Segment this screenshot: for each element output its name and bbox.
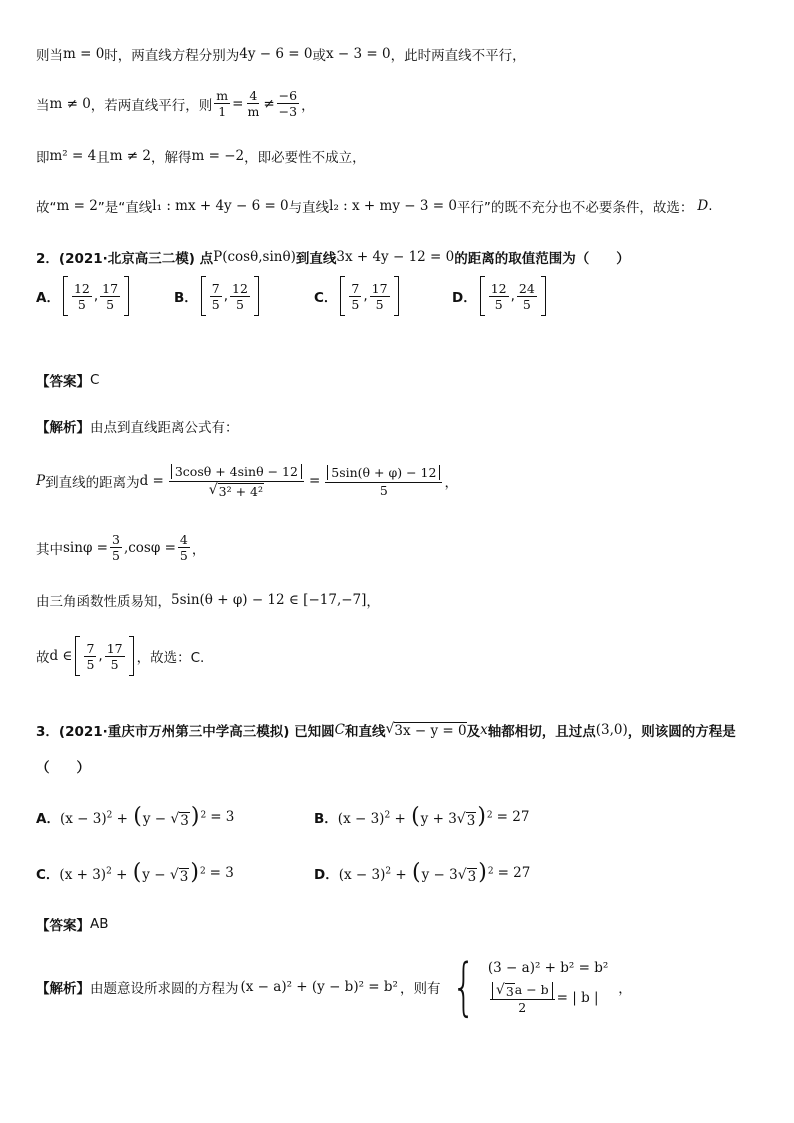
text: ，则有 — [399, 981, 441, 997]
math-cond: m ≠ 2 — [109, 148, 151, 164]
q3-answer — [36, 914, 109, 934]
numerator: 17 — [102, 280, 119, 296]
line-expr: 3x − y = 0 — [394, 722, 467, 739]
option-b[interactable] — [314, 804, 529, 829]
text: ， — [191, 541, 206, 558]
denominator: 5 — [351, 296, 360, 312]
denominator: m — [247, 104, 260, 119]
fraction — [72, 281, 92, 312]
numerator: 7 — [211, 280, 220, 296]
fraction — [84, 641, 96, 672]
denominator: 5 — [379, 483, 388, 498]
text: ， — [444, 474, 458, 491]
fraction — [370, 281, 390, 312]
brace: { — [452, 950, 477, 1023]
interval: $\frac{7}{5}$ , $\frac{17}{5}$ — [75, 636, 133, 676]
denominator: 5 — [110, 656, 119, 672]
math-cos: ,cosφ = — [123, 539, 176, 556]
option-letter: D． — [314, 866, 339, 883]
option-expr: $(x - 3)^2 + (y - 3$ √ 3 )$^2$ — [338, 860, 494, 885]
equation-system — [444, 950, 609, 1023]
solution-line-3 — [36, 146, 366, 166]
fraction — [489, 281, 509, 312]
denominator: 2 — [518, 999, 527, 1015]
option-c[interactable] — [314, 276, 402, 316]
text: ，即必要性不成立， — [244, 150, 366, 166]
fraction — [100, 281, 120, 312]
numerator: 12 — [232, 280, 248, 296]
math-p: P — [36, 472, 46, 489]
denominator: 5 — [77, 296, 86, 312]
fraction — [210, 281, 222, 312]
option-d[interactable] — [452, 276, 549, 316]
text: 由三角函数性质易知， — [36, 594, 171, 610]
interval: $\frac{7}{5}$ , $\frac{17}{5}$ — [340, 276, 398, 316]
text: 的距离的取值范围为（ ） — [454, 251, 630, 267]
rhs: = | b | — [556, 990, 599, 1006]
text: 或 — [312, 48, 326, 64]
fraction — [517, 281, 537, 312]
system-eq-2 — [488, 982, 608, 1015]
question-3-stem — [36, 720, 736, 740]
numerator: 4 — [249, 88, 258, 103]
numerator: m — [216, 88, 229, 103]
question-2-stem — [36, 247, 630, 267]
math-c: C — [334, 722, 345, 738]
answer-letter: D — [697, 198, 709, 214]
question-label: 2．(2021·北京高三二模) 点 — [36, 251, 214, 267]
option-b[interactable] — [174, 276, 262, 316]
math-cond: m = 2 — [56, 198, 98, 214]
text: 且 — [96, 150, 110, 166]
numerator: 7 — [86, 640, 95, 656]
text: 轴都相切，且过点 — [487, 724, 596, 740]
answer-label: 【答案】 — [36, 918, 90, 934]
sqrt: √ 3² + 4² — [208, 482, 264, 499]
text: 故 — [36, 650, 50, 666]
denominator: 5 — [375, 296, 384, 312]
math-line: √ 3x − y = 0 — [385, 720, 467, 739]
q2-range — [36, 590, 380, 610]
numerator: 4 — [179, 532, 188, 547]
fraction — [277, 88, 299, 119]
fraction — [349, 281, 361, 312]
fraction — [105, 641, 125, 672]
option-a[interactable] — [36, 804, 234, 829]
denominator: −3 — [278, 104, 298, 119]
fraction — [490, 982, 555, 1015]
math-eq-sign: = — [308, 472, 321, 489]
answer-label: 【答案】 — [36, 374, 90, 390]
option-expr: $(x + 3)^2 + (y$ − √ 3 )$^2$ — [59, 860, 206, 885]
text: ，若两直线平行，则 — [90, 97, 213, 114]
text: 平行”的既不充分也不必要条件，故选： — [456, 200, 694, 216]
option-letter: B． — [314, 810, 338, 827]
text: . — [708, 198, 713, 214]
math-d: d = — [139, 472, 164, 489]
abs-expr: 5sin(θ + φ) − 12 — [327, 465, 440, 480]
math-point: (3,0) — [595, 722, 628, 738]
numerator — [325, 463, 442, 483]
analysis-text: 由点到直线距离公式有： — [90, 420, 239, 436]
text: 及 — [466, 724, 481, 740]
interval: $\frac{7}{5}$ , $\frac{12}{5}$ — [201, 276, 259, 316]
math-line-l1: l₁ : mx + 4y − 6 = 0 — [152, 198, 289, 214]
text: 和直线 — [344, 724, 386, 740]
text: 当 — [36, 97, 50, 114]
fraction — [110, 532, 122, 563]
q2-phi-def — [36, 532, 205, 563]
option-letter: B． — [174, 290, 198, 306]
question-label: 3．(2021·重庆市万州第三中学高三模拟) 已知圆 — [36, 724, 335, 740]
fraction — [178, 532, 190, 563]
math-d-in: d ∈ — [49, 648, 73, 664]
interval: $\frac{12}{5}$ , $\frac{17}{5}$ — [63, 276, 129, 316]
option-expr: $(x - 3)^2 + (y + 3$ √ 3 )$^2$ — [337, 804, 493, 829]
denominator: 5 — [494, 296, 503, 312]
text: ”是“直线 — [97, 200, 153, 216]
numerator: 17 — [371, 280, 388, 296]
numerator — [169, 462, 304, 482]
option-letter: C． — [36, 866, 60, 883]
denominator: 5 — [236, 296, 244, 312]
math-range: 5sin(θ + φ) − 12 ∈ [−17,−7] — [171, 592, 367, 608]
text: ， — [618, 981, 632, 997]
answer-value: AB — [90, 916, 109, 932]
math-eq: m² = 4 — [49, 148, 97, 164]
text: 到直线 — [295, 251, 337, 267]
system-eq-1: (3 − a)² + b² = b² — [487, 959, 609, 976]
q2-conclusion — [36, 636, 204, 676]
fraction — [214, 88, 230, 119]
fraction — [169, 462, 304, 499]
denominator: 5 — [106, 296, 115, 312]
answer-value: C — [90, 372, 100, 388]
text: ，则该圆的方程是 — [627, 724, 736, 740]
solution-line-4 — [36, 196, 713, 216]
fraction — [230, 281, 250, 312]
math-line: 3x + 4y − 12 = 0 — [336, 249, 455, 265]
denominator — [207, 482, 266, 499]
numerator: 3 — [112, 532, 120, 547]
text: ， — [301, 97, 315, 114]
numerator: 12 — [73, 280, 90, 296]
q3-analysis — [36, 950, 632, 1023]
math-x: x — [480, 722, 488, 738]
denominator: 5 — [112, 548, 120, 563]
denominator: 5 — [179, 548, 188, 563]
rhs: = 27 — [497, 864, 531, 881]
interval: $\frac{12}{5}$ , $\frac{24}{5}$ — [480, 276, 546, 316]
math-line-l2: l₂ : x + my − 3 = 0 — [329, 198, 457, 214]
rhs: = 27 — [496, 808, 530, 825]
analysis-text: 由题意设所求圆的方程为 — [90, 981, 239, 997]
answer-paren: （ ） — [36, 760, 90, 776]
analysis-label: 【解析】 — [36, 981, 90, 997]
math-cond: m ≠ 0 — [49, 95, 91, 112]
denominator: 1 — [218, 104, 227, 119]
math-neq-sign: ≠ — [263, 95, 275, 112]
numerator: −6 — [278, 88, 298, 103]
math-m-zero: m = 0 — [63, 46, 105, 62]
math-eq-sign: = — [232, 95, 244, 112]
q2-distance-formula — [36, 462, 458, 499]
q2-answer — [36, 370, 99, 390]
math-circle-eq: (x − a)² + (y − b)² = b² — [240, 979, 398, 995]
text: 故“ — [36, 200, 57, 216]
rhs: = 3 — [210, 808, 235, 825]
numerator: 24 — [518, 280, 535, 296]
rhs: = 3 — [209, 864, 234, 881]
math-result: m = −2 — [191, 148, 245, 164]
math-sin: sinφ = — [63, 539, 108, 556]
text: ，解得 — [151, 150, 192, 166]
math-point: P(cosθ,sinθ) — [213, 249, 296, 265]
text: 到直线的距离为 — [45, 474, 140, 491]
option-a[interactable] — [36, 276, 132, 316]
analysis-label: 【解析】 — [36, 420, 90, 436]
option-letter: A． — [36, 290, 60, 306]
denominator: 5 — [86, 656, 95, 672]
denominator: 5 — [211, 296, 220, 312]
option-letter: D． — [452, 290, 477, 306]
option-c[interactable] — [36, 860, 234, 885]
text: 与直线 — [288, 200, 330, 216]
question-3-paren — [36, 756, 90, 776]
numerator: 17 — [106, 640, 123, 656]
option-letter: C． — [314, 290, 338, 306]
numerator: 7 — [351, 280, 360, 296]
numerator: 12 — [490, 280, 507, 296]
math-eq2: x − 3 = 0 — [325, 46, 391, 62]
solution-line-2 — [36, 88, 315, 119]
text: 其中 — [36, 541, 63, 558]
text: ， — [366, 594, 380, 610]
fraction — [325, 463, 442, 498]
option-expr: $(x - 3)^2 + (y$ − √ 3 )$^2$ — [59, 804, 207, 829]
solution-line-1 — [36, 44, 526, 64]
q2-analysis — [36, 416, 239, 436]
denominator: 5 — [522, 296, 531, 312]
math-eq1: 4y − 6 = 0 — [239, 46, 313, 62]
text: 时，两直线方程分别为 — [104, 48, 240, 64]
abs-expr: 3cosθ + 4sinθ − 12 — [171, 464, 302, 479]
text: 则当 — [36, 48, 63, 64]
text: ，此时两直线不平行， — [390, 48, 526, 64]
radicand: 3² + 4² — [218, 484, 264, 499]
option-letter: A． — [36, 810, 60, 827]
text: ，故选：C. — [136, 650, 205, 666]
fraction — [245, 88, 261, 119]
numerator: √ 3 a − b — [490, 982, 555, 1000]
text: 即 — [36, 150, 50, 166]
option-d[interactable] — [314, 860, 530, 885]
